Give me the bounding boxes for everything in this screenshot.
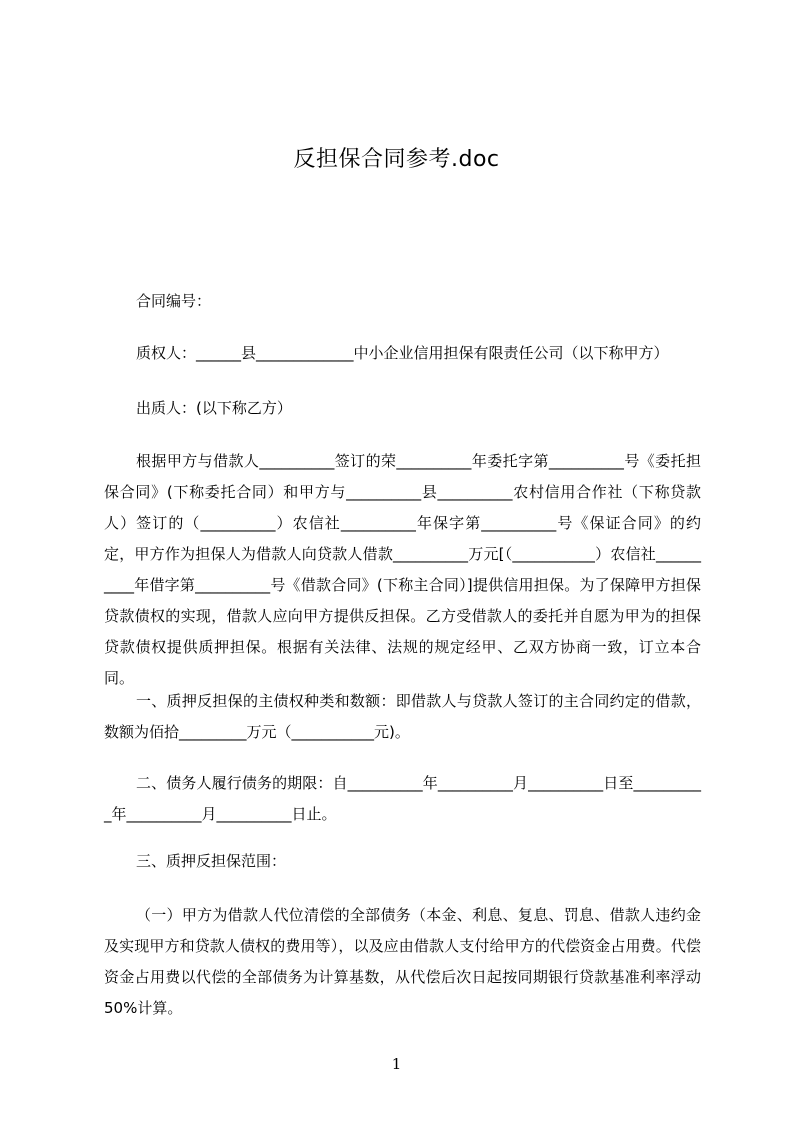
contract-number-line: 合同编号： — [136, 292, 212, 310]
clause-3-heading: 三、质押反担保范围： — [136, 852, 287, 870]
page-number: 1 — [391, 1055, 402, 1073]
preamble-paragraph: 根据甲方与借款人__________签订的荣__________年委托字第__________号《委托担保合同》(下称委托合同）和甲方与__________县__________农村信用合作社（下称贷款人）签订的（__________）农信社__________年保字第__________号《保证合同》的约定，甲方作为担保人为借款人向贷款人借款__________万元[（___________）农信社__________年借字第__________号《借款合同》(下称主合同）]提供信用担保。为了保障甲方担保贷款债权的实现，借款人应向甲方提供反担保。乙方受借款人的委托并自愿为甲为的担保贷款债权提供质押担保。根据有关法律、法规的规定经甲、乙双方协商一致，订立本合同。 — [104, 452, 701, 687]
clause-1-paragraph: 一、质押反担保的主债权种类和数额：即借款人与贷款人签订的主合同约定的借款，数额为佰拾_________万元（___________元)。 — [104, 692, 701, 741]
pledgor-line: 出质人：(以下称乙方） — [136, 399, 292, 417]
clause-2-paragraph: 二、债务人履行债务的期限：自__________年__________月__________日至__________年__________月__________日止。 — [104, 774, 701, 823]
clause-3-item-1-paragraph: （一）甲方为借款人代位清偿的全部债务（本金、利息、复息、罚息、借款人违约金及实现甲方和贷款人债权的费用等），以及应由借款人支付给甲方的代偿资金占用费。代偿资金占用费以代偿的全部债务为计算基数，从代偿后次日起按同期银行贷款基准利率浮动 50%计算。 — [104, 906, 706, 1017]
document-title: 反担保合同参考.doc — [293, 147, 500, 172]
pledgee-line: 质权人：______县_____________中小企业信用担保有限责任公司（以下称甲方） — [136, 344, 669, 362]
